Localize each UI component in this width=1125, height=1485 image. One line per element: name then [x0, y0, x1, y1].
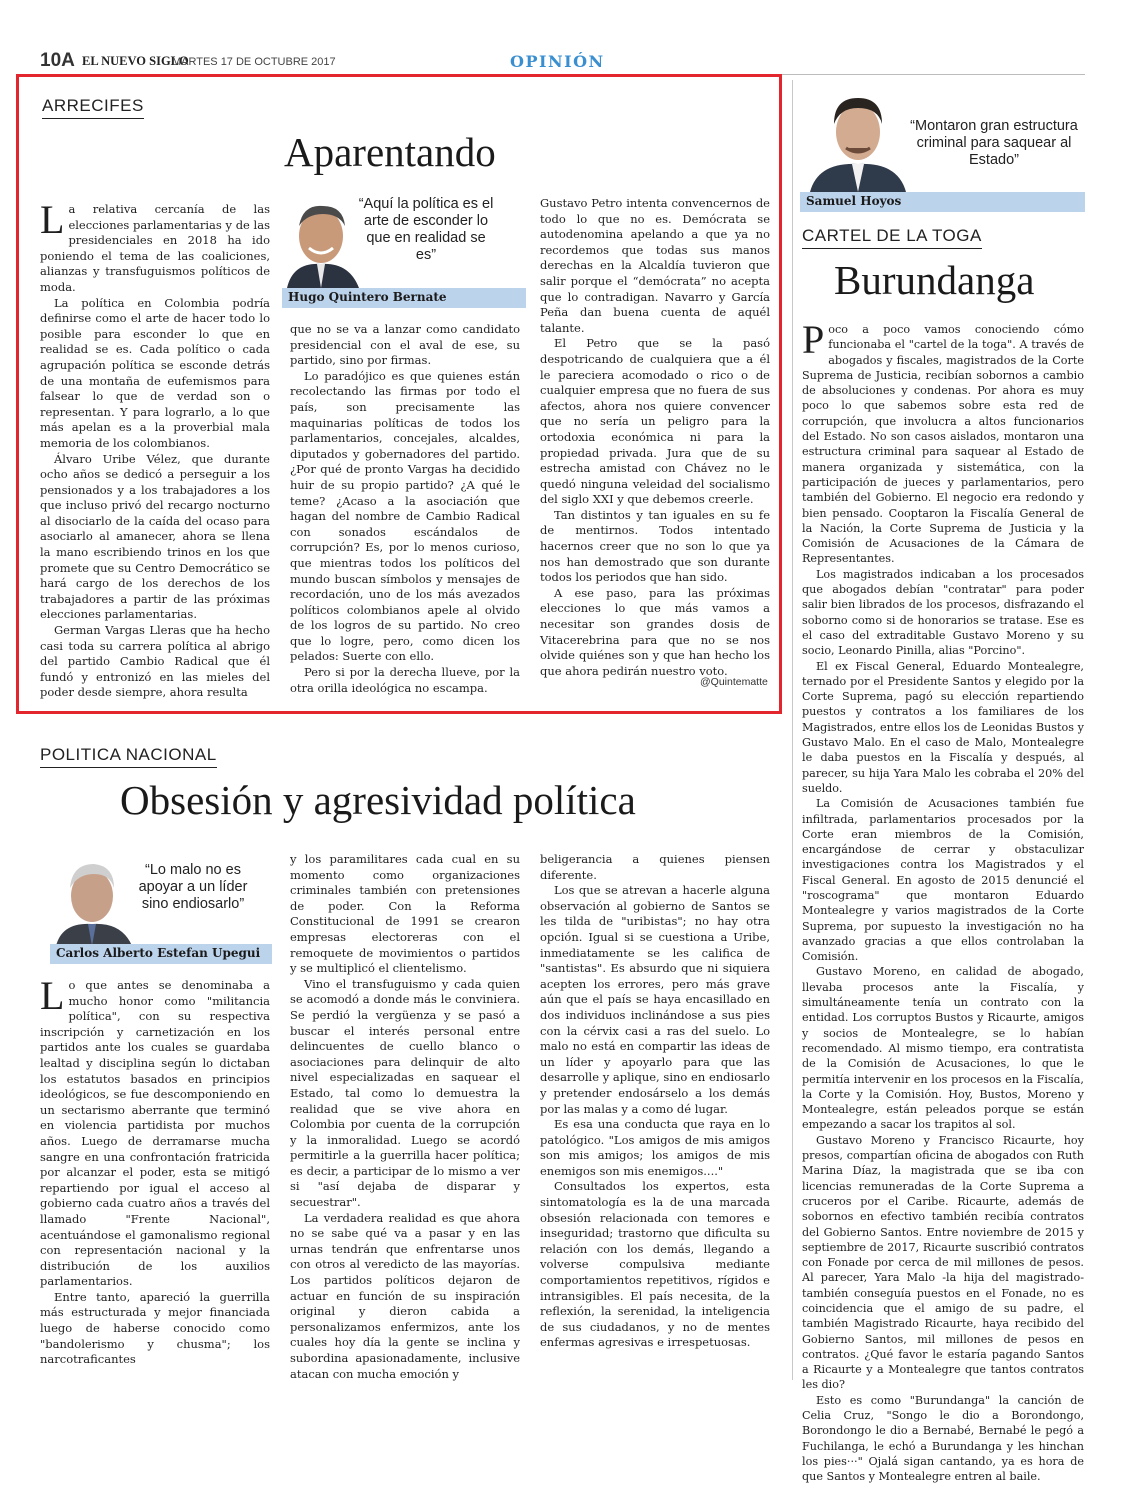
- article2-c2-p3: La verdadera realidad es que ahora no se sabe qué va a pasar y en las urnas tendrán que enfrentarse unos con otros al veredicto de las mayorías. Los partidos políticos dejaron de actuar en función de su inspiración original y dieron cabida a personalizamos enfermizos, ante los cuales hoy día la gente se inclina y subordina apasionadamente, inclusive atacan con mucha emoción y: [290, 1210, 520, 1381]
- article3-author-bar: [800, 192, 1085, 212]
- article2-headline: Obsesión y agresividad política: [120, 777, 636, 823]
- article1-column-3: [540, 196, 770, 679]
- article1-author-name: Hugo Quintero Bernate: [288, 290, 447, 304]
- article2-c3-p3: Es esa una conducta que raya en lo patológico. "Los amigos de mis amigos son mis amigos; los amigos de mis enemigos son mis enemigos....": [540, 1117, 770, 1178]
- article1-c3-p4: A ese paso, para las próximas elecciones lo que más vamos a necesitar son grandes dosis de Vitacerebrina para que no se nos olvide quiénes son y que han hecho los que ahora pedirán nuestro voto.: [540, 585, 770, 678]
- article1-author-handle: @Quintematte: [700, 676, 768, 688]
- article2-c2-p2: Vino el transfuguismo y cada quien se acomodó a donde más le conviniera. Se perdió la vergüenza y se pasó a buscar el interés personal entre delincuentes de cuello blanco o asociaciones para delinquir de alto nivel especializadas en saquear el Estado, tal como lo demuestra la realidad que se vive ahora en Colombia por cuenta de la corrupción y la inmoralidad. Luego se acordó permitirle a la guerrilla hacer política; es decir, a participar de lo mismo a ver si "así dejaba de disparar y secuestrar".: [290, 976, 520, 1210]
- article3-p7: Esto es como "Burundanga" la canción de Celia Cruz, "Songo le dio a Borondongo, Borondongo le dio a Bernabé, Bernabé le pegó a Fuchilanga, le echó a Burundanga y les hinchan los pies···" Ojalá sigan cantando, ya es hora de que Santos y Montealegre entren al baile.: [802, 1393, 1084, 1484]
- article1-headline: Aparentando: [284, 129, 496, 175]
- article1-c1-p1: La relativa cercanía de las elecciones parlamentarias y de las presidenciales en 2018 ha ido poniendo el tema de las coaliciones, alianzas y transfuguismos políticos de moda.: [40, 197, 270, 294]
- author-photo-carlos-estefan: [52, 854, 134, 946]
- article3-kicker: CARTEL DE LA TOGA: [802, 226, 982, 249]
- article2-pull-quote: “Lo malo no es apoyar a un líder sino endiosarlo”: [138, 862, 248, 912]
- author-photo-samuel-hoyos: [800, 86, 910, 192]
- article3-p6: Gustavo Moreno y Francisco Ricaurte, hoy presos, compartían oficina de abogados con Ruth Marina Díaz, la magistrada que se iba con licencias remuneradas de la Corte Suprema a cruceros por el Caribe. Ricaurte, además de sobornos en efectivo también recibía contratos del Gobierno Santos. Entre noviembre de 2015 y septiembre de 2017, Ricaurte suscribió contratos con Fonade por cerca de mil millones de pesos. Al parecer, Yara Malo -la hija del magistrado- también conseguía puestos en el Fonade, no es coincidencia que el amigo de su padre, el también Magistrado Ricaurte, haya recibido del Gobierno Santos, mil millones de pesos en contratos. ¿Qué favor le estaría pagando Santos a Ricaurte y a Montealegre que tantos contratos les dio?: [802, 1133, 1084, 1392]
- article2-c1-p2: Entre tanto, apareció la guerrilla más estructurada y mejor financiada luego de haberse conocido como "bandolerismo y chusma"; los narcotraficantes: [40, 1289, 270, 1367]
- article1-c3-p2: El Petro que se la pasó despotricando de cualquiera que a él le pareciera acomodado o rico o de cualquier empresa que no fuera de sus afectos, ahora nos quiere convencer que no sería un peligro para la ortodoxia económica ni para la propiedad privada. Jura que de su estrecha amistad con Chávez no le quedó ninguna veleidad del socialismo del siglo XXI y que debemos creerle.: [540, 336, 770, 507]
- article3-p5: Gustavo Moreno, en calidad de abogado, llevaba procesos ante la Fiscalía, y simultáneamente tenía un contrato con la entidad. Los corruptos Bustos y Ricaurte, amigos y socios de Montealegre, se lo habían recomendado. Al mismo tiempo, era contratista de la Comisión de Acusaciones, lo que le permitía intervenir en los procesos en la Fiscalía, la Corte y la Comisión. Hoy, Bustos, Moreno y Montealegre, están peleados porque se están empezando a sacar los trapitos al sol.: [802, 965, 1084, 1132]
- article3-headline: Burundanga: [834, 257, 1035, 303]
- article1-c1-p3: Álvaro Uribe Vélez, que durante ocho años se dedicó a perseguir a los pensionados y a los trabajadores a los que incluso privó del recargo nocturno al disociarlo de la caída del ocaso para asociarlo al amanecer, ahora se llena la mano escribiendo trinos en los que promete que su Centro Democrático se hará cargo de los derechos de los trabajadores a partir de las próximas elecciones parlamentarias.: [40, 451, 270, 622]
- article2-kicker: POLITICA NACIONAL: [40, 745, 217, 768]
- article3-p4: La Comisión de Acusaciones también fue infiltrada, parlamentarios procesados por la Corte eran miembros de la Comisión, encargándose de cerrar y obstaculizar investigaciones contra los Magistrados y el Fiscal General. En agosto de 2015 denuncié el "roscograma" que montaron Eduardo Montealegre y varios magistrados de la Corte Suprema, por supuesto la investigación no ha avanzado gracias a que ellos controlaban la Comisión.: [802, 797, 1084, 964]
- article3-p2: Los magistrados indicaban a los procesados que abogados debían "contratar" para poder salir bien librados de los procesos, disfrazando el soborno como si de honorarios se tratase. Ese es el caso del extraditable Gustavo Moreno y su socio, Leonardo Pinilla, alias "Porcino".: [802, 567, 1084, 658]
- page-number: 10A: [40, 50, 75, 71]
- article1-kicker: ARRECIFES: [42, 96, 144, 119]
- author-photo-hugo-quintero: [283, 196, 363, 288]
- article1-c3-p1: Gustavo Petro intenta convencernos de todo lo que no es. Demócrata se autodenomina apelando a que ya no recordemos que todas sus manos derechas en la Alcaldía tuvieron que salir porque el “demócrata” no acepta que lo contradigan. Navarro y García Peña dan buena cuenta de aquél talante.: [540, 196, 770, 335]
- article2-column-1: [40, 973, 270, 1368]
- article1-c2-p2: Lo paradójico es que quienes están recolectando las firmas por todo el país, son precisamente las maquinarias políticas de todos los parlamentarios, concejales, alcaldes, diputados y gobernadores del partido. ¿Por qué de pronto Vargas ha decidido huir de su propio partido? ¿A qué le teme? ¿Acaso a la asociación que hagan del nombre de Cambio Radical con sonados escándalos de corrupción? Es, por lo menos curioso, que mientras todos los políticos del mundo buscan símbolos y mensajes de recordación, uno de los más avezados políticos colombianos apele al olvido de los logros de su partido. No creo que lo logre, pero, como dicen los pelados: Suerte con ello.: [290, 368, 520, 664]
- article2-author-name: Carlos Alberto Estefan Upegui: [56, 946, 261, 960]
- article2-c3-p1: beligerancia a quienes piensen diferente.: [540, 852, 770, 882]
- article3-p3: El ex Fiscal General, Eduardo Montealegre, ternado por el Presidente Santos y elegido por la Corte Suprema, pagó su elección repartiendo puestos y contratos a los familiares de los Magistrados, entre ellos los de Leonidas Bustos y Gustavo Malo. En el caso de Malo, Montealegre le daba puestos en la Fiscalía y después, al parecer, su hija Yara Malo les cobraba el 20% del sueldo.: [802, 659, 1084, 795]
- column-divider: [792, 80, 793, 1380]
- article2-c3-p2: Los que se atrevan a hacerle alguna observación al gobierno de Santos se les tilda de "uribistas"; no hay otra opción. Igual si se cuestiona a Uribe, inmediatamente se les califica de "santistas". Es absurdo que ni siquiera acepten los errores, pero más grave aún que el país se haya encasillado en dos individuos inclinándose a sus pies con la cérvix casi a ras del suelo. Lo malo no está en compartir las ideas de un líder y apoyarlo para que las desarrolle y aplique, sino en endiosarlo y pretender endosárselo a los demás por las malas y a como dé lugar.: [540, 883, 770, 1116]
- article1-column-2: [290, 322, 520, 696]
- section-title: OPINIÓN: [510, 52, 605, 71]
- article2-c3-p4: Consultados los expertos, esta sintomatología es la de una marcada obsesión relacionada con temores e inseguridad; trastorno que dificulta su relación con los demás, llegando a volverse compulsiva mediante comportamientos repetitivos, rígidos e intransigibles. El país necesita, de la reflexión, la serenidad, la inteligencia de sus ciudadanos, y no de mentes enfermas agresivas e irrespetuosas.: [540, 1179, 770, 1350]
- article2-column-2: [290, 852, 520, 1382]
- article1-c1-p2: La política en Colombia podría definirse como el arte de hacer todo lo posible para esconder lo que en realidad se es. Cada político o cada agrupación política se esconde detrás de una montaña de eufemismos para falsear lo que de verdad son o representan. Y para lograrlo, a lo que más apelan es a la proverbial mala memoria de los colombianos.: [40, 295, 270, 450]
- article3-p1: Poco a poco vamos conociendo cómo funcionaba el "cartel de la toga". A través de abogados y fiscales, magistrados de la Corte Suprema de Justicia, recibían sobornos a cambio de absoluciones y condenas. Por ahora es muy poco lo que sabemos sobre esta red de corrupción, que involucra a altos funcionarios del Estado. No son casos aislados, montaron una estructura criminal para saquear al Estado de manera organizada y sistemática, con la participación de jueces y parlamentarios, pero también del Gobierno. El negocio era redondo y bien pensado. Cooptaron la Fiscalía General de la Nación, la Corte Suprema de Justicia y la Comisión de Acusaciones de la Cámara de Representantes.: [802, 317, 1084, 566]
- article1-column-1: [40, 197, 270, 701]
- article1-c2-p1: que no se va a lanzar como candidato presidencial con el aval de ese, su partido, sino por firmas.: [290, 322, 520, 368]
- article3-author-name: Samuel Hoyos: [806, 194, 902, 208]
- article1-c2-p3: Pero si por la derecha llueve, por la otra orilla ideológica no escampa.: [290, 665, 520, 695]
- article1-c1-p4: German Vargas Lleras que ha hecho casi toda su carrera política al abrigo del partido Cambio Radical que él fundó y entronizó en las mieles del poder desde siempre, ahora resulta: [40, 623, 270, 700]
- article1-c3-p3: Tan distintos y tan iguales en su fe de mentirnos. Todos intentado hacernos creer que no son lo que ya nos han demostrado que son durante todos los periodos que han sido.: [540, 507, 770, 585]
- article3-column: [802, 317, 1084, 1485]
- article1-pull-quote: “Aquí la política es el arte de esconder lo que en realidad se es”: [358, 196, 494, 263]
- article1-author-bar: [282, 288, 526, 308]
- article2-c1-p1: Lo que antes se denominaba a mucho honor como "militancia política", con su respectiva inscripción y carnetización en los partidos ante los cuales se guardaba lealtad y disciplina según lo dictaban los estatutos basados en principios ideológicos, se fue descomponiendo en un sectarismo aberrante que terminó en violencia partidista por muchos años. Luego de derramarse mucha sangre en una confrontación fratricida por alcanzar el poder, esta se mitigó repartiendo por igual el acceso al gobierno cada cuatro años a través del llamado "Frente Nacional", acentuándose el gamonalismo regional con representación nacional y la distribución de los auxilios parlamentarios.: [40, 973, 270, 1289]
- article2-column-3: [540, 852, 770, 1351]
- newspaper-name: EL NUEVO SIGLO: [82, 54, 189, 68]
- article3-pull-quote: “Montaron gran estructura criminal para saquear al Estado”: [910, 118, 1078, 168]
- article2-author-bar: [50, 944, 272, 964]
- article2-c2-p1: y los paramilitares cada cual en su momento como organizaciones criminales también con pretensiones de poder. Con la Reforma Constitucional de 1991 se crearon empresas electoreras con el remoquete de movimientos o partidos y se multiplicó el clientelismo.: [290, 852, 520, 976]
- issue-date: MARTES 17 DE OCTUBRE 2017: [172, 56, 336, 68]
